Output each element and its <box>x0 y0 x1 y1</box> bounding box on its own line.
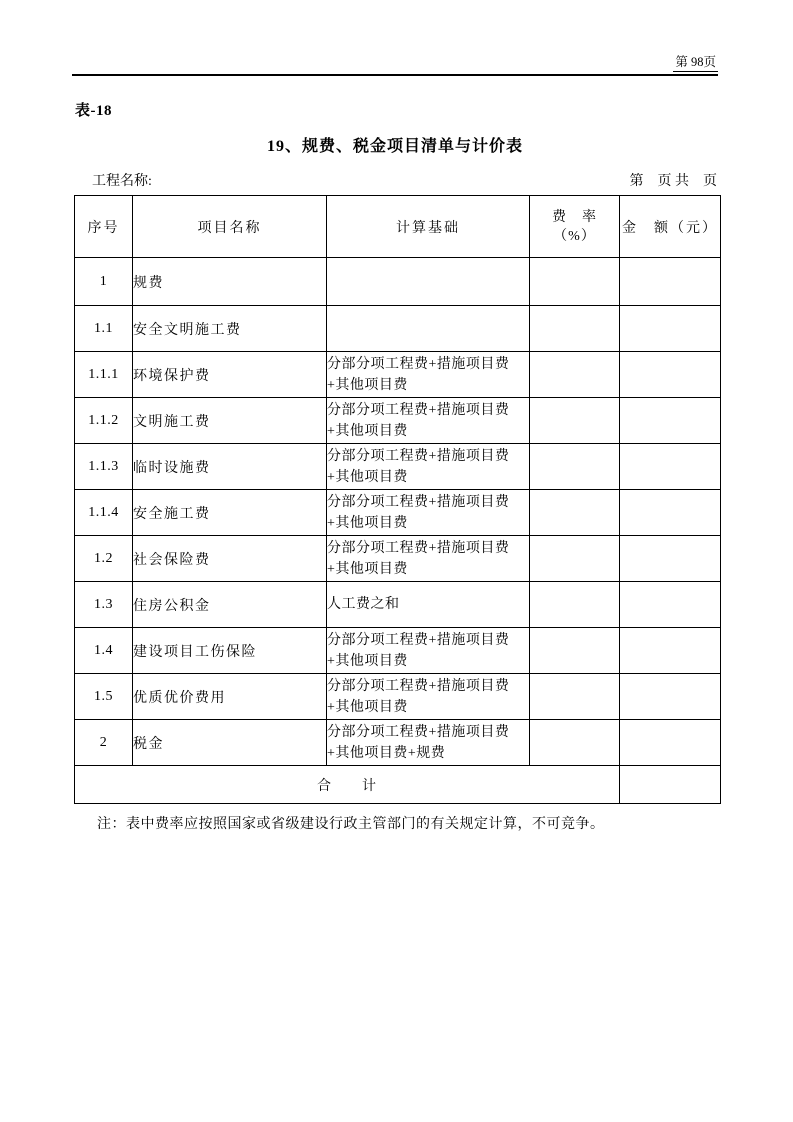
amount-cell <box>620 536 721 582</box>
rate-cell <box>530 306 620 352</box>
amount-cell <box>620 258 721 306</box>
project-name-label: 工程名称: <box>92 174 152 189</box>
seq-cell: 1.3 <box>75 582 133 628</box>
amount-cell <box>620 582 721 628</box>
seq-cell: 2 <box>75 720 133 766</box>
rate-cell <box>530 582 620 628</box>
seq-cell: 1.1.4 <box>75 490 133 536</box>
name-cell: 规费 <box>133 258 327 306</box>
page-title: 19、规费、税金项目清单与计价表 <box>266 138 523 155</box>
table-row <box>75 258 721 306</box>
seq-cell: 1.5 <box>75 674 133 720</box>
name-cell: 社会保险费 <box>133 536 327 582</box>
total-label-cell: 合 计 <box>75 766 620 804</box>
table-row <box>75 674 721 720</box>
name-cell: 优质优价费用 <box>133 674 327 720</box>
total-row <box>75 766 721 804</box>
basis-cell: 分部分项工程费+措施项目费+其他项目费 <box>327 536 530 582</box>
table-row <box>75 628 721 674</box>
table-row <box>75 444 721 490</box>
table-row <box>75 352 721 398</box>
name-cell: 税金 <box>133 720 327 766</box>
basis-cell: 分部分项工程费+措施项目费+其他项目费 <box>327 444 530 490</box>
seq-cell: 1 <box>75 258 133 306</box>
seq-cell: 1.1 <box>75 306 133 352</box>
total-amount-cell <box>620 766 721 804</box>
basis-cell: 分部分项工程费+措施项目费+其他项目费 <box>327 490 530 536</box>
seq-cell: 1.1.1 <box>75 352 133 398</box>
col-header-rate <box>530 196 620 258</box>
name-cell: 环境保护费 <box>133 352 327 398</box>
page-of-label: 第 页 共 页 <box>629 174 717 189</box>
rate-cell <box>530 258 620 306</box>
amount-cell <box>620 720 721 766</box>
seq-cell: 1.1.3 <box>75 444 133 490</box>
basis-cell: 分部分项工程费+措施项目费+其他项目费 <box>327 628 530 674</box>
basis-cell: 人工费之和 <box>327 582 530 628</box>
rate-cell <box>530 398 620 444</box>
amount-cell <box>620 444 721 490</box>
note: 注：表中费率应按照国家或省级建设行政主管部门的有关规定计算，不可竞争。 <box>97 817 605 832</box>
name-cell: 安全文明施工费 <box>133 306 327 352</box>
seq-cell: 1.1.2 <box>75 398 133 444</box>
basis-cell: 分部分项工程费+措施项目费+其他项目费+规费 <box>327 720 530 766</box>
seq-cell: 1.4 <box>75 628 133 674</box>
name-cell: 住房公积金 <box>133 582 327 628</box>
basis-cell: 分部分项工程费+措施项目费+其他项目费 <box>327 352 530 398</box>
amount-cell <box>620 490 721 536</box>
amount-cell <box>620 352 721 398</box>
header-rule <box>72 74 718 76</box>
rate-cell <box>530 490 620 536</box>
name-cell: 文明施工费 <box>133 398 327 444</box>
rate-cell <box>530 720 620 766</box>
col-header-basis: 计算基础 <box>327 196 530 258</box>
col-header-name: 项目名称 <box>133 196 327 258</box>
col-header-seq: 序号 <box>75 196 133 258</box>
rate-cell <box>530 536 620 582</box>
rate-cell <box>530 628 620 674</box>
table-row <box>75 536 721 582</box>
table-row <box>75 398 721 444</box>
amount-cell <box>620 674 721 720</box>
meta-row <box>72 173 718 190</box>
seq-cell: 1.2 <box>75 536 133 582</box>
amount-cell <box>620 628 721 674</box>
table-row <box>75 720 721 766</box>
name-cell: 临时设施费 <box>133 444 327 490</box>
page-number: 第 98页 <box>673 55 718 72</box>
name-cell: 安全施工费 <box>133 490 327 536</box>
col-header-rate-line1: 费 率 <box>552 209 597 225</box>
rate-cell <box>530 444 620 490</box>
form-number: 表-18 <box>75 103 112 119</box>
page-header <box>72 54 718 72</box>
amount-cell <box>620 306 721 352</box>
table-row <box>75 582 721 628</box>
table-row <box>75 490 721 536</box>
header-row <box>75 196 721 258</box>
basis-cell: 分部分项工程费+措施项目费+其他项目费 <box>327 398 530 444</box>
fees-taxes-table <box>74 195 721 804</box>
name-cell: 建设项目工伤保险 <box>133 628 327 674</box>
amount-cell <box>620 398 721 444</box>
rate-cell <box>530 674 620 720</box>
basis-cell: 分部分项工程费+措施项目费+其他项目费 <box>327 674 530 720</box>
rate-cell <box>530 352 620 398</box>
col-header-rate-line2: （%） <box>553 228 596 244</box>
basis-cell <box>327 306 530 352</box>
basis-cell <box>327 258 530 306</box>
table-row <box>75 306 721 352</box>
col-header-amount: 金 额（元） <box>620 196 721 258</box>
